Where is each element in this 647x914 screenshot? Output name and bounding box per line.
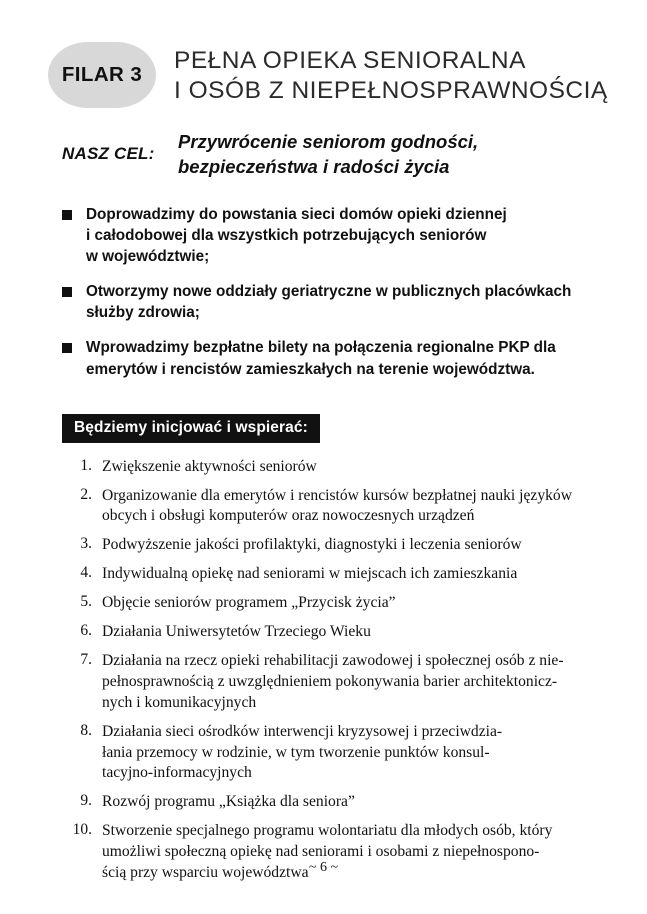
list-item-text bbox=[102, 651, 564, 714]
list-item-line: obcych i obsługi komputerów oraz nowoczesnych urządzeń bbox=[102, 507, 475, 525]
bullet-line: Doprowadzimy do powstania sieci domów opieki dziennej bbox=[86, 205, 507, 223]
page-title bbox=[174, 24, 608, 106]
list-item bbox=[62, 651, 600, 714]
list-item-line: Stworzenie specjalnego programu wolontariatu dla młodych osób, który bbox=[102, 822, 553, 840]
goal-line-1: Przywrócenie seniorom godności, bbox=[178, 131, 479, 152]
list-item-text bbox=[102, 486, 572, 528]
list-item-line: Działania sieci ośrodków interwencji kryzysowej i przeciwdzia- bbox=[102, 722, 503, 740]
list-item-line: Działania Uniwersytetów Trzeciego Wieku bbox=[102, 623, 371, 641]
list-item-text bbox=[102, 564, 517, 585]
bullet-text bbox=[86, 281, 571, 323]
list-item-line: Rozwój programu „Książka dla seniora” bbox=[102, 793, 355, 811]
list-item-index: 3. bbox=[80, 535, 92, 553]
list-item-line: ścią przy wsparciu województwa bbox=[102, 863, 309, 881]
bullet-item bbox=[62, 204, 600, 267]
list-item-line: Organizowanie dla emerytów i rencistów kursów bezpłatnej nauki języków bbox=[102, 486, 572, 504]
list-item-line: Objęcie seniorów programem „Przycisk życia” bbox=[102, 594, 396, 612]
bullet-line: służby zdrowia; bbox=[86, 304, 200, 322]
bullet-line: w województwie; bbox=[86, 248, 210, 266]
section-heading-bar: Będziemy inicjować i wspierać: bbox=[62, 414, 320, 443]
list-item-text bbox=[102, 622, 371, 643]
pillar-badge bbox=[48, 42, 156, 108]
goal-label: NASZ CEL: bbox=[62, 144, 155, 163]
list-item-text bbox=[102, 535, 522, 556]
list-item-line: Zwiększenie aktywności seniorów bbox=[102, 457, 317, 475]
list-item-line: nych i komunikacyjnych bbox=[102, 693, 257, 711]
bullet-line: Otworzymy nowe oddziały geriatryczne w publicznych placówkach bbox=[86, 283, 572, 301]
list-item bbox=[62, 792, 600, 813]
list-item-text bbox=[102, 593, 396, 614]
list-item-index: 4. bbox=[80, 564, 92, 582]
list-item-text bbox=[102, 792, 355, 813]
list-item bbox=[62, 486, 600, 528]
list-item bbox=[62, 457, 600, 478]
list-item-index: 1. bbox=[80, 456, 92, 474]
bullet-text bbox=[86, 204, 507, 267]
page-title-line-1: PEŁNA OPIEKA SENIORALNA bbox=[174, 47, 526, 74]
page-header bbox=[48, 24, 608, 108]
list-item-line: pełnosprawnością z uwzględnieniem pokonywania barier architektonicz- bbox=[102, 672, 558, 690]
list-item bbox=[62, 564, 600, 585]
list-item-index: 9. bbox=[80, 792, 92, 810]
numbered-list bbox=[62, 457, 600, 884]
page-number: ~ 6 ~ bbox=[308, 860, 339, 875]
list-item bbox=[62, 622, 600, 643]
list-item-index: 6. bbox=[80, 622, 92, 640]
list-item-text bbox=[102, 722, 502, 785]
bullet-line: emerytów i rencistów zamieszkałych na terenie województwa. bbox=[86, 360, 535, 378]
list-item bbox=[62, 722, 600, 785]
bullet-line: Wprowadzimy bezpłatne bilety na połączenia regionalne PKP dla bbox=[86, 339, 556, 357]
pillar-badge-label: FILAR 3 bbox=[61, 63, 143, 86]
list-item-line: Indywidualną opiekę nad seniorami w miejscach ich zamieszkania bbox=[102, 565, 518, 583]
list-item-index: 7. bbox=[80, 650, 92, 668]
page-content bbox=[48, 24, 608, 892]
bullet-item bbox=[62, 337, 600, 379]
list-item-line: Działania na rzecz opieki rehabilitacji zawodowej i społecznej osób z nie- bbox=[102, 651, 564, 669]
bullet-line: i całodobowej dla wszystkich potrzebujących seniorów bbox=[86, 227, 487, 245]
list-item-index: 10. bbox=[72, 821, 92, 839]
square-bullet-icon bbox=[62, 343, 72, 353]
list-item-text bbox=[102, 457, 317, 478]
list-item-line: umożliwi społeczną opiekę nad seniorami i osobami z niepełnospono- bbox=[102, 843, 540, 861]
goal-text bbox=[178, 130, 478, 180]
bullet-list bbox=[62, 204, 600, 380]
list-item-index: 8. bbox=[80, 721, 92, 739]
square-bullet-icon bbox=[62, 287, 72, 297]
page-title-line-2: I OSÓB Z NIEPEŁNOSPRAWNOŚCIĄ bbox=[174, 76, 608, 104]
list-item-line: tacyjno-informacyjnych bbox=[102, 764, 252, 782]
bullet-text bbox=[86, 337, 556, 379]
goal-section bbox=[62, 130, 600, 180]
bullet-item bbox=[62, 281, 600, 323]
square-bullet-icon bbox=[62, 210, 72, 220]
list-item bbox=[62, 535, 600, 556]
list-item-index: 5. bbox=[80, 593, 92, 611]
goal-line-2: bezpieczeństwa i radości życia bbox=[178, 155, 450, 177]
list-item bbox=[62, 593, 600, 614]
list-item-line: Podwyższenie jakości profilaktyki, diagnostyki i leczenia seniorów bbox=[102, 536, 522, 554]
list-item-line: łania przemocy w rodzinie, w tym tworzenie punktów konsul- bbox=[102, 743, 490, 761]
list-item-index: 2. bbox=[80, 485, 92, 503]
